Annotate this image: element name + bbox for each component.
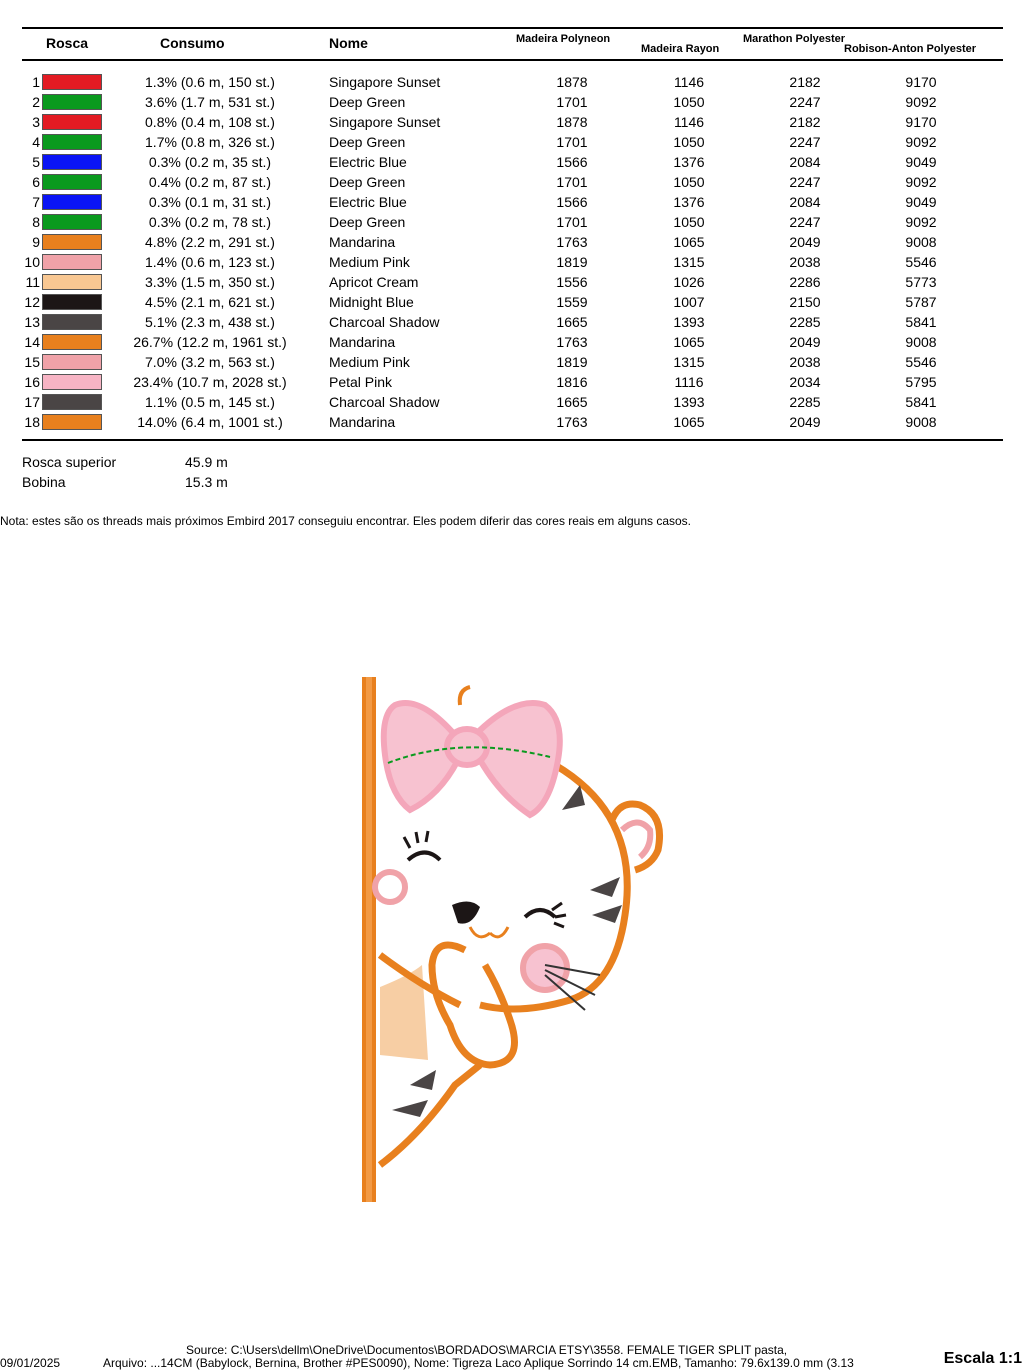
color-swatch — [42, 194, 102, 210]
row-nome: Electric Blue — [329, 194, 407, 210]
color-swatch — [42, 74, 102, 90]
row-nome: Charcoal Shadow — [329, 394, 440, 410]
table-row — [0, 392, 1024, 412]
row-madeira-polyneon: 1878 — [556, 74, 588, 90]
row-madeira-rayon: 1315 — [673, 254, 705, 270]
row-robison-anton: 9008 — [905, 234, 937, 250]
table-row — [0, 372, 1024, 392]
row-madeira-polyneon: 1819 — [556, 354, 588, 370]
color-swatch — [42, 314, 102, 330]
row-number: 4 — [32, 134, 40, 150]
table-header-rule — [22, 59, 1003, 61]
header-robison-anton-polyester: Robison-Anton Polyester — [844, 43, 977, 55]
row-consumo: 5.1% (2.3 m, 438 st.) — [145, 314, 275, 330]
row-madeira-polyneon: 1816 — [556, 374, 588, 390]
row-number: 1 — [32, 74, 40, 90]
row-nome: Singapore Sunset — [329, 114, 441, 130]
table-row — [0, 252, 1024, 272]
row-madeira-polyneon: 1701 — [556, 134, 588, 150]
row-number: 16 — [24, 374, 40, 390]
row-nome: Deep Green — [329, 174, 406, 190]
color-swatch — [42, 174, 102, 190]
row-madeira-rayon: 1065 — [673, 334, 705, 350]
color-swatch — [42, 334, 102, 350]
row-madeira-rayon: 1146 — [673, 74, 705, 90]
table-row — [0, 332, 1024, 352]
row-number: 15 — [24, 354, 40, 370]
stripe — [410, 1070, 436, 1090]
row-consumo: 1.7% (0.8 m, 326 st.) — [145, 134, 275, 150]
row-robison-anton: 5773 — [905, 274, 937, 290]
row-nome: Charcoal Shadow — [329, 314, 440, 330]
stripe — [562, 785, 585, 810]
row-madeira-polyneon: 1763 — [556, 334, 588, 350]
row-marathon-polyester: 2247 — [789, 174, 821, 190]
eye-left — [408, 853, 440, 861]
row-madeira-polyneon: 1559 — [556, 294, 588, 310]
row-marathon-polyester: 2038 — [789, 354, 821, 370]
row-robison-anton: 9008 — [905, 414, 937, 430]
row-madeira-rayon: 1050 — [673, 134, 705, 150]
row-number: 3 — [32, 114, 40, 130]
row-nome: Mandarina — [329, 234, 396, 250]
color-swatch — [42, 414, 102, 430]
row-number: 7 — [32, 194, 40, 210]
table-row — [0, 72, 1024, 92]
color-swatch — [42, 214, 102, 230]
row-consumo: 0.8% (0.4 m, 108 st.) — [145, 114, 275, 130]
row-madeira-polyneon: 1566 — [556, 194, 588, 210]
row-madeira-polyneon: 1701 — [556, 94, 588, 110]
row-robison-anton: 5841 — [905, 394, 937, 410]
row-nome: Deep Green — [329, 94, 406, 110]
header-nome: Nome — [329, 35, 368, 51]
footer-date: 09/01/2025 — [0, 1356, 61, 1370]
row-madeira-polyneon: 1665 — [556, 394, 588, 410]
stripe — [392, 1100, 428, 1117]
row-robison-anton: 9049 — [905, 154, 937, 170]
footer-escala: Escala 1:1 — [943, 1350, 1022, 1367]
row-consumo: 3.3% (1.5 m, 350 st.) — [145, 274, 275, 290]
footer-arquivo: Arquivo: ...14CM (Babylock, Bernina, Brother #PES0090), Nome: Tigreza Laco Aplique Sorrindo 14 cm.EMB, Tamanho: 79.6x139.0 mm (3.13 — [103, 1356, 854, 1370]
row-number: 9 — [32, 234, 40, 250]
row-number: 8 — [32, 214, 40, 230]
row-nome: Deep Green — [329, 214, 406, 230]
table-row — [0, 192, 1024, 212]
color-swatch — [42, 254, 102, 270]
row-number: 6 — [32, 174, 40, 190]
row-nome: Midnight Blue — [329, 294, 414, 310]
row-nome: Medium Pink — [329, 254, 410, 270]
row-marathon-polyester: 2247 — [789, 214, 821, 230]
table-row — [0, 92, 1024, 112]
row-nome: Electric Blue — [329, 154, 407, 170]
row-marathon-polyester: 2182 — [789, 74, 821, 90]
table-row — [0, 412, 1024, 432]
row-consumo: 0.3% (0.1 m, 31 st.) — [148, 194, 272, 210]
table-row — [0, 312, 1024, 332]
cheek-left — [375, 872, 405, 902]
row-consumo: 1.3% (0.6 m, 150 st.) — [145, 74, 275, 90]
row-madeira-polyneon: 1701 — [556, 174, 588, 190]
row-madeira-rayon: 1116 — [674, 374, 704, 390]
bobina-label: Bobina — [22, 474, 66, 490]
row-madeira-rayon: 1393 — [673, 394, 705, 410]
row-marathon-polyester: 2247 — [789, 94, 821, 110]
header-madeira-rayon: Madeira Rayon — [641, 43, 720, 55]
row-madeira-rayon: 1007 — [673, 294, 705, 310]
stripe — [590, 877, 620, 897]
table-bottom-rule — [22, 439, 1003, 441]
row-consumo: 14.0% (6.4 m, 1001 st.) — [137, 414, 283, 430]
bow-right-loop — [475, 703, 560, 815]
row-marathon-polyester: 2049 — [789, 234, 821, 250]
row-marathon-polyester: 2285 — [789, 314, 821, 330]
row-marathon-polyester: 2034 — [789, 374, 821, 390]
row-nome: Medium Pink — [329, 354, 410, 370]
row-number: 2 — [32, 94, 40, 110]
row-robison-anton: 5841 — [905, 314, 937, 330]
header-marathon-polyester: Marathon Polyester — [743, 33, 846, 45]
table-top-rule — [22, 27, 1003, 29]
color-swatch — [42, 274, 102, 290]
eye-right — [525, 910, 555, 917]
header-madeira-polyneon: Madeira Polyneon — [516, 33, 611, 45]
row-madeira-rayon: 1146 — [673, 114, 705, 130]
row-madeira-polyneon: 1701 — [556, 214, 588, 230]
row-consumo: 3.6% (1.7 m, 531 st.) — [145, 94, 275, 110]
row-madeira-rayon: 1050 — [673, 174, 705, 190]
color-swatch — [42, 354, 102, 370]
row-number: 14 — [24, 334, 40, 350]
table-row — [0, 352, 1024, 372]
row-marathon-polyester: 2084 — [789, 154, 821, 170]
row-robison-anton: 5546 — [905, 254, 937, 270]
row-madeira-rayon: 1315 — [673, 354, 705, 370]
table-row — [0, 172, 1024, 192]
row-madeira-polyneon: 1763 — [556, 414, 588, 430]
row-consumo: 26.7% (12.2 m, 1961 st.) — [133, 334, 287, 350]
thread-note: Nota: estes são os threads mais próximos Embird 2017 conseguiu encontrar. Eles podem diferir das cores reais em alguns casos. — [0, 514, 692, 528]
row-madeira-rayon: 1065 — [673, 414, 705, 430]
table-row — [0, 232, 1024, 252]
row-nome: Apricot Cream — [329, 274, 419, 290]
row-madeira-polyneon: 1763 — [556, 234, 588, 250]
color-swatch — [42, 234, 102, 250]
row-madeira-polyneon: 1556 — [556, 274, 588, 290]
row-robison-anton: 5787 — [905, 294, 937, 310]
row-consumo: 0.4% (0.2 m, 87 st.) — [148, 174, 272, 190]
row-number: 5 — [32, 154, 40, 170]
color-swatch — [42, 154, 102, 170]
rosca-superior-value: 45.9 m — [185, 454, 228, 470]
stripe — [592, 905, 622, 923]
row-madeira-rayon: 1393 — [673, 314, 705, 330]
row-madeira-rayon: 1065 — [673, 234, 705, 250]
row-madeira-rayon: 1050 — [673, 214, 705, 230]
row-robison-anton: 9092 — [905, 214, 937, 230]
row-robison-anton: 5546 — [905, 354, 937, 370]
table-row — [0, 112, 1024, 132]
header-rosca: Rosca — [46, 35, 89, 51]
row-marathon-polyester: 2084 — [789, 194, 821, 210]
table-row — [0, 272, 1024, 292]
row-number: 13 — [24, 314, 40, 330]
row-robison-anton: 9092 — [905, 94, 937, 110]
bobina-value: 15.3 m — [185, 474, 228, 490]
row-madeira-polyneon: 1878 — [556, 114, 588, 130]
row-number: 17 — [24, 394, 40, 410]
row-madeira-polyneon: 1566 — [556, 154, 588, 170]
color-swatch — [42, 394, 102, 410]
paw — [432, 945, 515, 1065]
row-madeira-rayon: 1376 — [673, 154, 705, 170]
row-robison-anton: 9092 — [905, 174, 937, 190]
bow-tuft — [460, 687, 470, 705]
table-row — [0, 212, 1024, 232]
row-marathon-polyester: 2285 — [789, 394, 821, 410]
row-marathon-polyester: 2049 — [789, 334, 821, 350]
row-robison-anton: 9008 — [905, 334, 937, 350]
color-swatch — [42, 374, 102, 390]
row-number: 10 — [24, 254, 40, 270]
row-nome: Mandarina — [329, 414, 396, 430]
row-consumo: 0.3% (0.2 m, 78 st.) — [148, 214, 272, 230]
color-swatch — [42, 134, 102, 150]
row-consumo: 1.1% (0.5 m, 145 st.) — [145, 394, 275, 410]
row-marathon-polyester: 2038 — [789, 254, 821, 270]
row-consumo: 7.0% (3.2 m, 563 st.) — [145, 354, 275, 370]
row-nome: Deep Green — [329, 134, 406, 150]
color-swatch — [42, 114, 102, 130]
nose — [452, 901, 480, 923]
row-marathon-polyester: 2182 — [789, 114, 821, 130]
row-madeira-rayon: 1026 — [673, 274, 705, 290]
row-nome: Petal Pink — [329, 374, 393, 390]
embroidery-preview — [340, 665, 680, 1210]
row-consumo: 23.4% (10.7 m, 2028 st.) — [133, 374, 287, 390]
color-swatch — [42, 94, 102, 110]
row-number: 12 — [24, 294, 40, 310]
row-marathon-polyester: 2049 — [789, 414, 821, 430]
row-robison-anton: 9170 — [905, 114, 937, 130]
row-consumo: 4.8% (2.2 m, 291 st.) — [145, 234, 275, 250]
rosca-superior-label: Rosca superior — [22, 454, 117, 470]
row-consumo: 4.5% (2.1 m, 621 st.) — [145, 294, 275, 310]
mouth — [470, 927, 508, 937]
header-consumo: Consumo — [160, 35, 225, 51]
row-madeira-rayon: 1376 — [673, 194, 705, 210]
row-madeira-polyneon: 1819 — [556, 254, 588, 270]
row-number: 18 — [24, 414, 40, 430]
table-row — [0, 132, 1024, 152]
row-consumo: 1.4% (0.6 m, 123 st.) — [145, 254, 275, 270]
row-robison-anton: 9092 — [905, 134, 937, 150]
row-marathon-polyester: 2150 — [789, 294, 821, 310]
row-robison-anton: 9170 — [905, 74, 937, 90]
table-row — [0, 152, 1024, 172]
table-row — [0, 292, 1024, 312]
row-marathon-polyester: 2286 — [789, 274, 821, 290]
row-madeira-polyneon: 1665 — [556, 314, 588, 330]
footer-source: Source: C:\Users\dellm\OneDrive\Documentos\BORDADOS\MARCIA ETSY\3558. FEMALE TIGER SPLIT pasta, — [186, 1343, 788, 1357]
row-number: 11 — [25, 274, 40, 290]
row-consumo: 0.3% (0.2 m, 35 st.) — [148, 154, 272, 170]
row-robison-anton: 5795 — [905, 374, 937, 390]
row-robison-anton: 9049 — [905, 194, 937, 210]
row-nome: Singapore Sunset — [329, 74, 441, 90]
row-nome: Mandarina — [329, 334, 396, 350]
row-madeira-rayon: 1050 — [673, 94, 705, 110]
row-marathon-polyester: 2247 — [789, 134, 821, 150]
color-swatch — [42, 294, 102, 310]
